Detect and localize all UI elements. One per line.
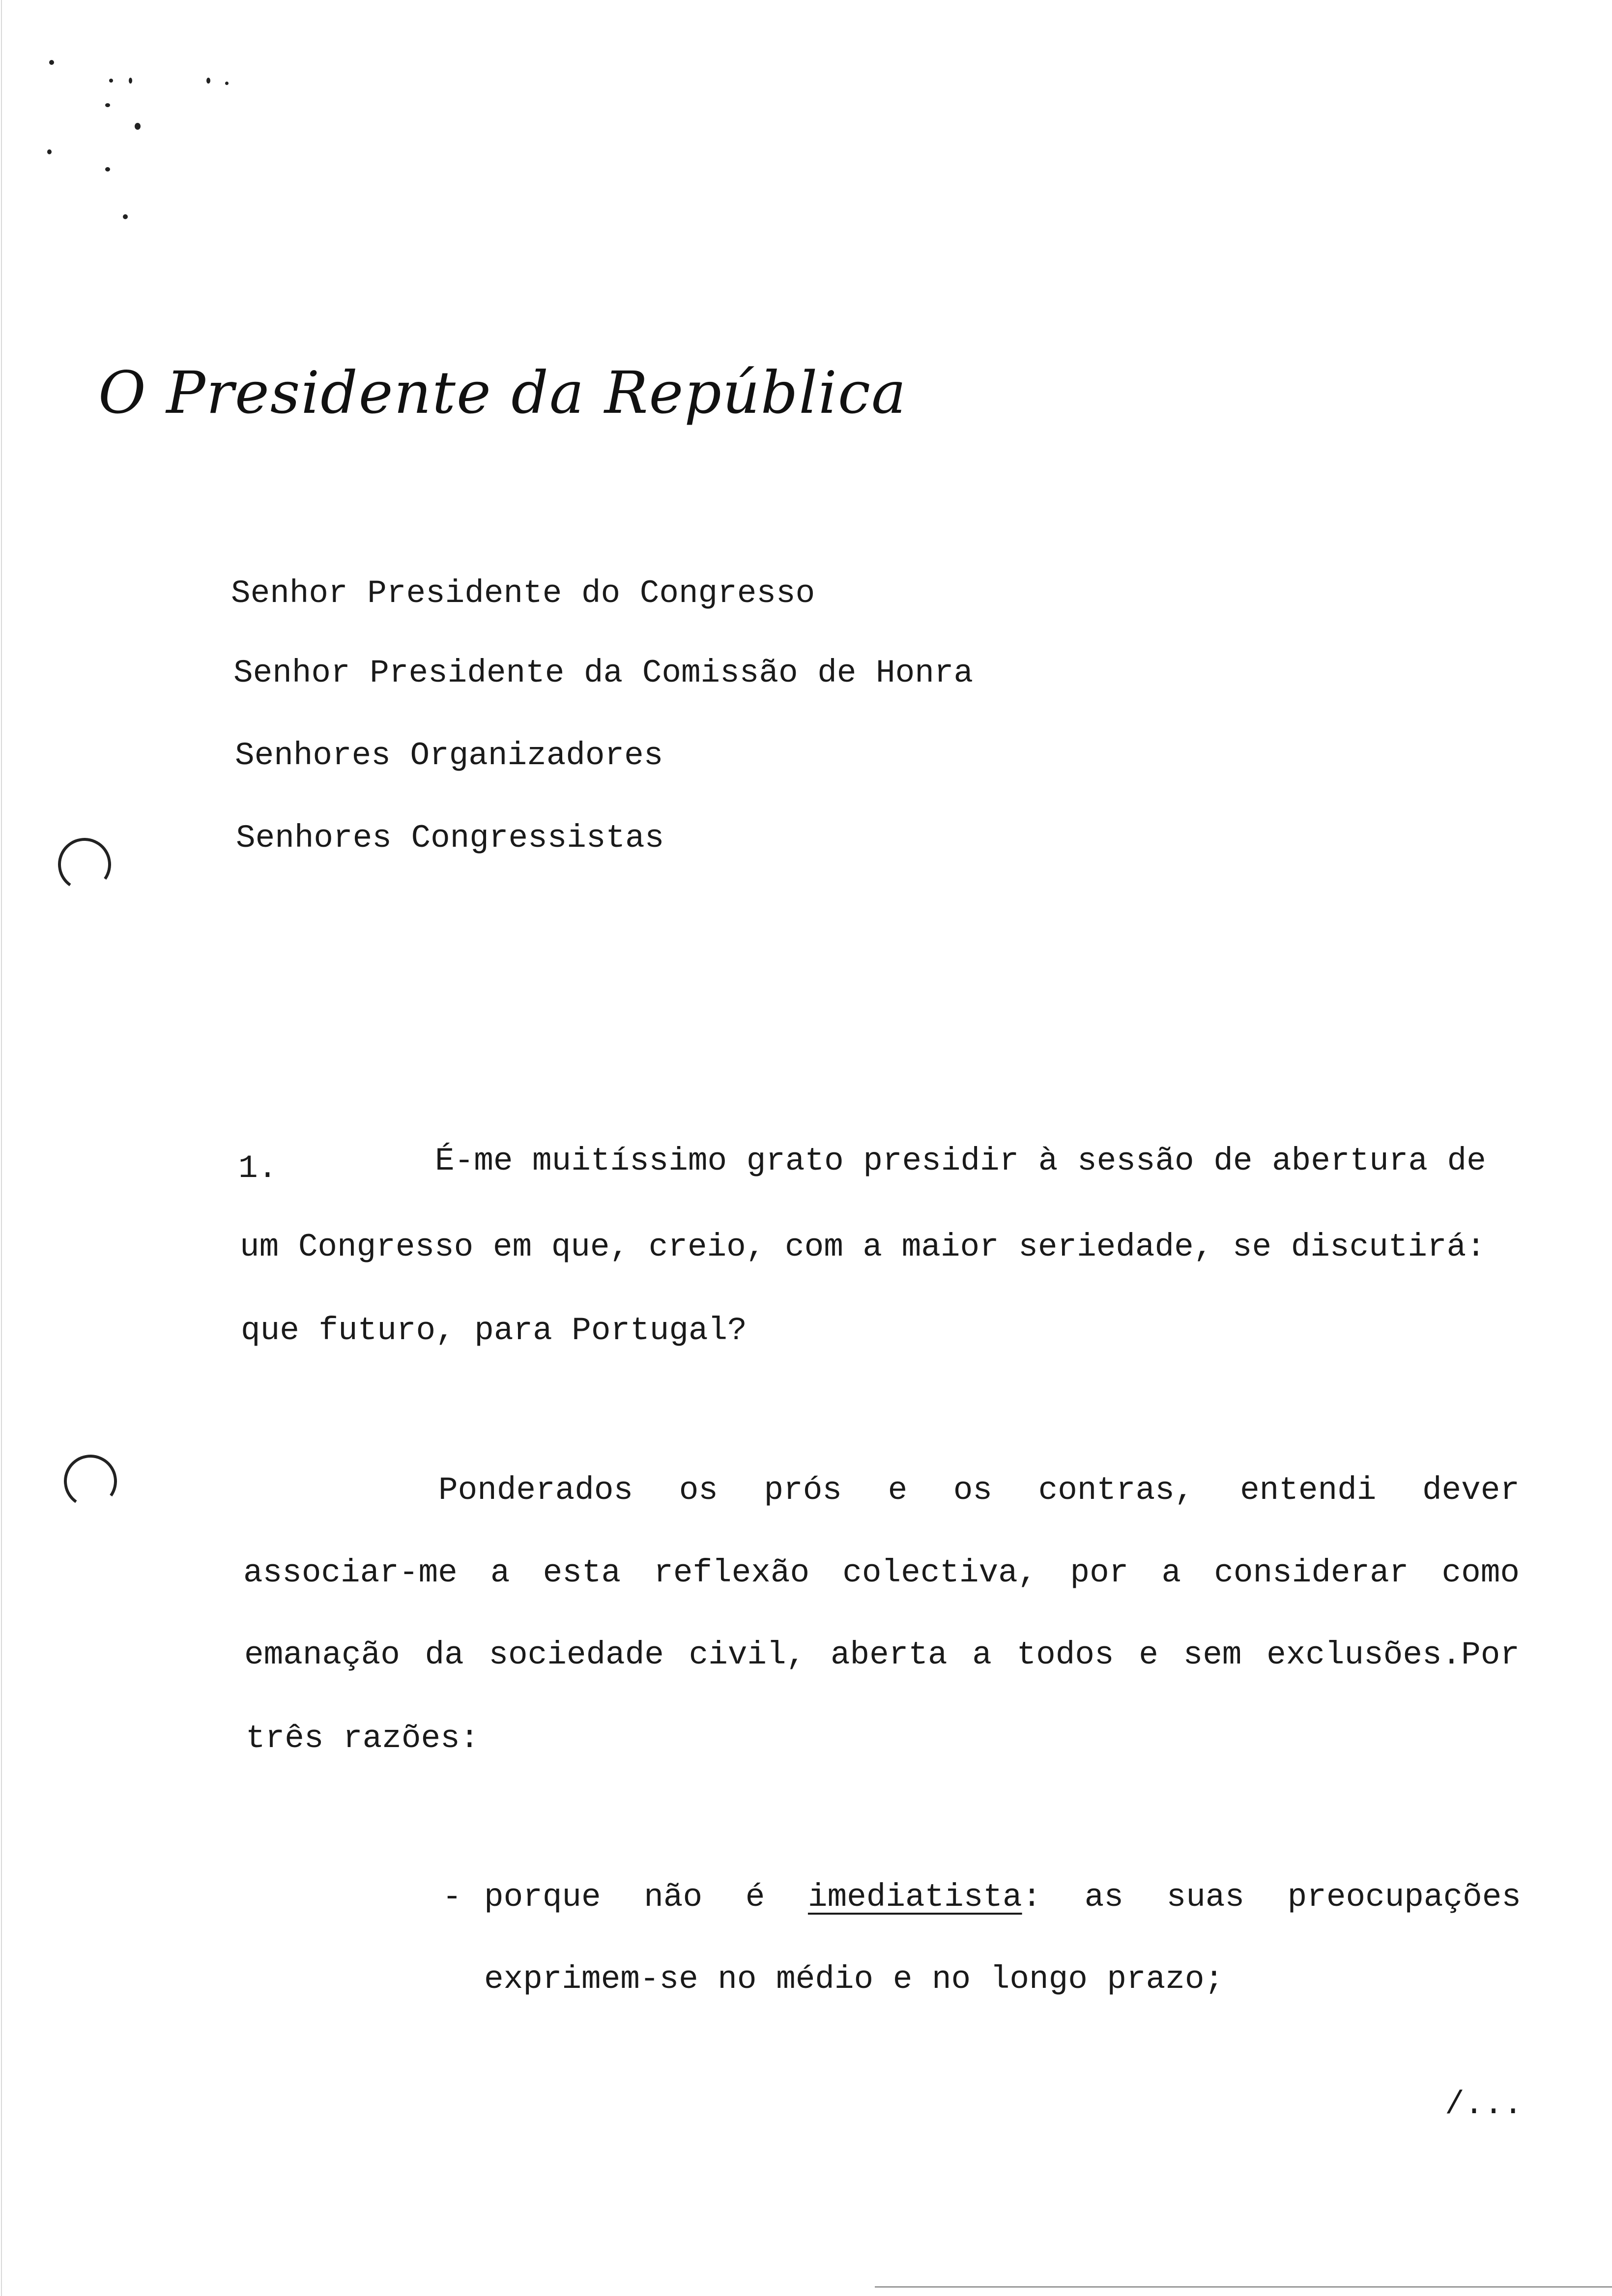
word: como: [1441, 1554, 1520, 1591]
word: emanação: [244, 1636, 400, 1673]
word: os: [679, 1472, 718, 1509]
punch-hole: [59, 1450, 121, 1512]
word: considerar: [1214, 1554, 1409, 1591]
word: aberta: [830, 1636, 948, 1673]
word: preocupações: [1287, 1879, 1521, 1916]
scan-speckle: [109, 79, 113, 83]
word: Ponderados: [438, 1472, 633, 1509]
punch-hole: [54, 833, 115, 895]
scan-speckle: [225, 82, 229, 85]
scan-speckle: [47, 149, 52, 154]
paragraph-line-justified: [243, 1554, 1520, 1591]
word: associar-me: [243, 1554, 458, 1591]
word: é: [745, 1879, 765, 1916]
word: civil,: [689, 1636, 806, 1673]
page-continuation-marker: /...: [1445, 2086, 1523, 2123]
underlined-word: imediatista: [807, 1879, 1022, 1916]
scan-speckle: [105, 103, 110, 107]
word: dever: [1422, 1472, 1520, 1509]
scan-speckle: [49, 60, 54, 65]
word: os: [953, 1472, 992, 1509]
salutation-line: Senhor Presidente da Comissão de Honra: [233, 655, 974, 691]
word: e: [1139, 1636, 1158, 1673]
word: porque: [484, 1879, 601, 1916]
scan-speckle: [129, 78, 132, 84]
scan-speckle: [206, 78, 210, 84]
scan-speckle: [123, 214, 128, 219]
paragraph-number: 1.: [238, 1150, 278, 1187]
paragraph-line-justified: [244, 1636, 1520, 1673]
word: suas: [1166, 1879, 1245, 1916]
word: a: [972, 1636, 992, 1673]
word: a: [490, 1554, 510, 1591]
word: exclusões.Por: [1267, 1636, 1520, 1673]
colon: :: [1022, 1879, 1042, 1916]
word: reflexão: [654, 1554, 810, 1591]
word: todos: [1016, 1636, 1114, 1673]
paragraph-line: um Congresso em que, creio, com a maior seriedade, se discutirá:: [240, 1229, 1486, 1265]
paragraph-line-justified: [438, 1474, 1520, 1507]
bullet-line-justified: [484, 1881, 1521, 1914]
scan-bottom-rule: [875, 2286, 1612, 2288]
word: prós: [764, 1472, 842, 1509]
word: esta: [543, 1554, 621, 1591]
word: sem: [1183, 1636, 1242, 1673]
word: entendi: [1240, 1472, 1377, 1509]
word: sociedade: [489, 1636, 664, 1673]
salutation-line: Senhores Organizadores: [235, 737, 663, 774]
bullet-dash: -: [442, 1879, 462, 1916]
paragraph-line: que futuro, para Portugal?: [241, 1312, 747, 1349]
letterhead-title: O Presidente da República: [98, 359, 907, 427]
scan-edge-line: [1, 0, 2, 2296]
scan-speckle: [105, 167, 110, 172]
word: contras,: [1038, 1472, 1194, 1509]
word: as: [1084, 1879, 1124, 1916]
word: não: [644, 1879, 703, 1916]
paragraph-line: três razões:: [246, 1720, 480, 1757]
word: a: [1161, 1554, 1181, 1591]
salutation-line: Senhores Congressistas: [236, 820, 664, 857]
bullet-line: exprimem-se no médio e no longo prazo;: [484, 1961, 1224, 1998]
word: por: [1070, 1554, 1129, 1591]
salutation-line: Senhor Presidente do Congresso: [231, 575, 815, 612]
word: da: [425, 1636, 464, 1673]
paragraph-line: É-me muitíssimo grato presidir à sessão de abertura de: [435, 1143, 1486, 1179]
scan-speckle: [135, 123, 141, 130]
word: colectiva,: [842, 1554, 1037, 1591]
word: e: [888, 1472, 908, 1509]
emphasis-group: [808, 1881, 1041, 1914]
